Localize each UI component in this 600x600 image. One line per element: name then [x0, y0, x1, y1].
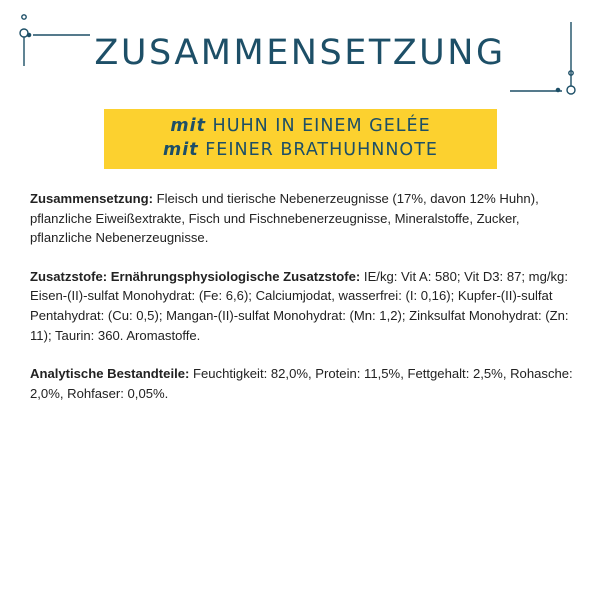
composition-text: Fleisch und tierische Nebenerzeugnisse (17%, davon 12% Huhn), pflanzliche Eiweißextrakte, Fisch und Fischnebenerzeugnisse, Mineralstoffe, Zucker, pflanzliche Nebenerzeugnisse. [30, 191, 539, 246]
deco-circle-top-left-small [22, 15, 26, 19]
additives-paragraph [30, 267, 578, 345]
banner-line-2 [104, 140, 497, 160]
variant-banner [104, 109, 497, 169]
composition-content [30, 189, 578, 422]
deco-dot-bottom-right [556, 88, 559, 91]
banner-line-1-prefix: mit [170, 116, 206, 136]
additives-label: Zusatzstofe: Ernährungsphysiologische Zusatzstofe: [30, 268, 361, 284]
composition-paragraph [30, 189, 578, 248]
banner-line-1 [104, 116, 497, 136]
banner-line-2-prefix: mit [163, 140, 199, 160]
analysis-text: Feuchtigkeit: 82,0%, Protein: 11,5%, Fettgehalt: 2,5%, Rohasche: 2,0%, Rohfaser: 0,05%. [30, 366, 573, 401]
banner-line-2-text: FEINER BRATHUHNNOTE [198, 140, 438, 160]
additives-text: IE/kg: Vit A: 580; Vit D3: 87; mg/kg: Eisen-(II)-sulfat Monohydrat: (Fe: 6,6); Calciumjodat, wasserfrei: (I: 0,16); Kupfer-(II)-sulfat Pentahydrat: (Cu: 0,5); Mangan-(II)-sulfat Monohydrat: (Mn: 1,2); Zinksulfat Monohydrat: (Zn: 11); Taurin: 360. Aromastoffe. [30, 268, 569, 343]
page-title: ZUSAMMENSETZUNG [94, 33, 506, 73]
analysis-label: Analytische Bestandteile: [30, 366, 190, 382]
analysis-paragraph [30, 364, 578, 403]
banner-line-1-text: HUHN IN EINEM GELÉE [205, 116, 431, 136]
deco-circle-bottom-right-large [567, 86, 575, 94]
composition-label: Zusammensetzung: [30, 191, 153, 206]
